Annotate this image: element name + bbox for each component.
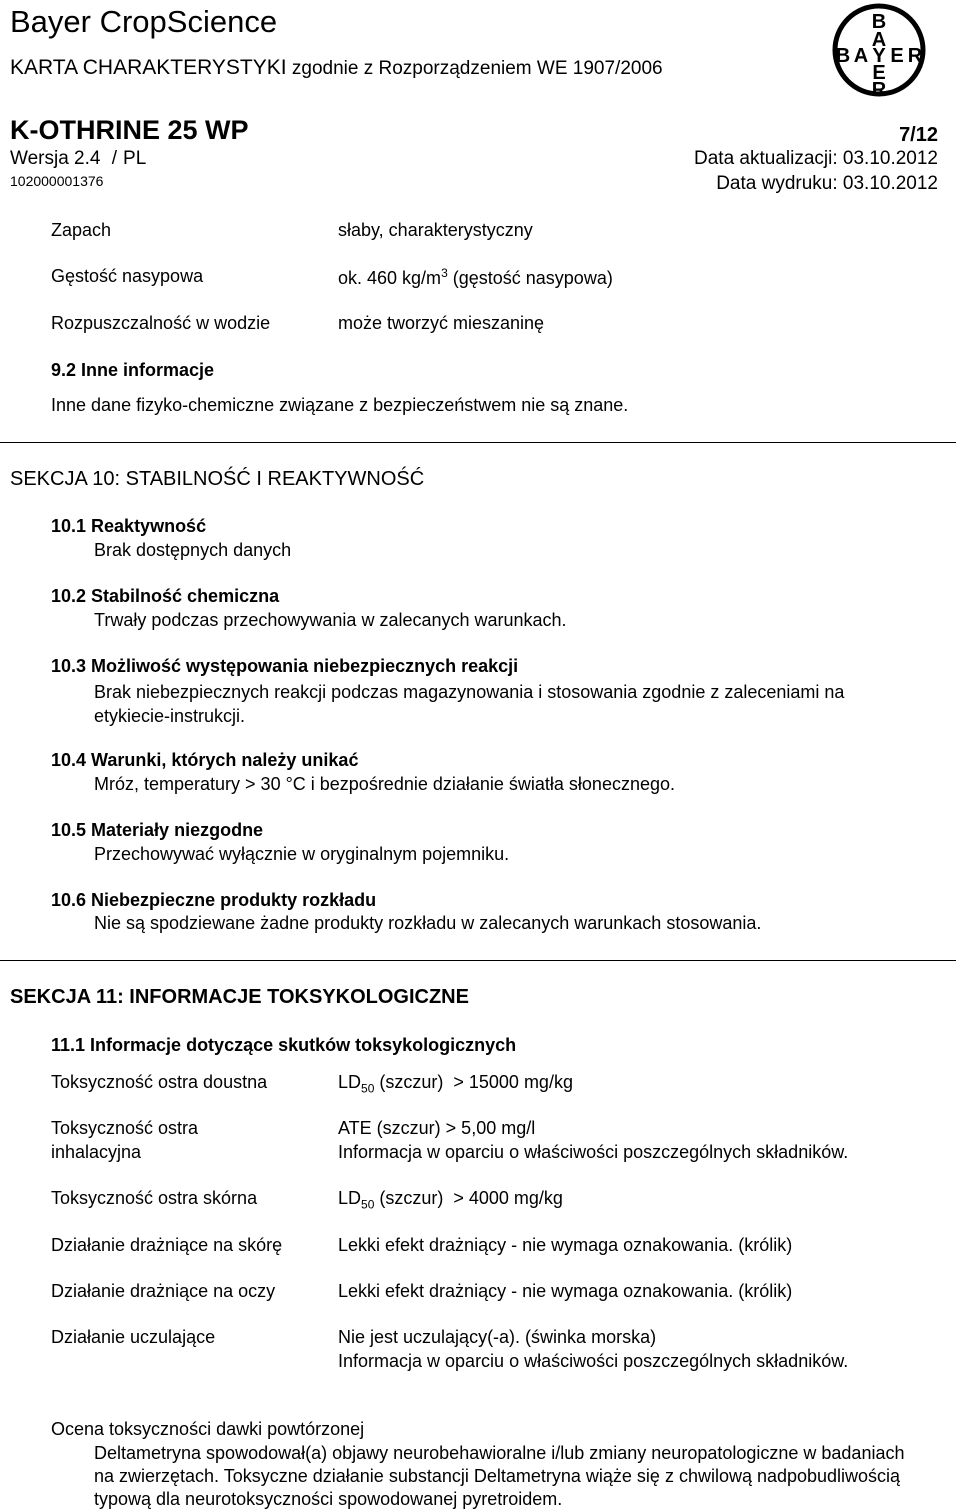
subsection-text: Mróz, temperatury > 30 °C i bezpośrednie działanie światła słonecznego. (94, 774, 676, 794)
subsection-text: Inne dane fizyko-chemiczne związane z bezpieczeństwem nie są znane. (51, 395, 629, 415)
svg-text:A: A (871, 29, 887, 51)
svg-text:R: R (907, 45, 923, 67)
svg-text:A: A (853, 45, 869, 67)
subsection-title: 11.1 Informacje dotyczące skutków toksykologicznych (51, 1035, 517, 1055)
subsection-text: Trwały podczas przechowywania w zalecanych warunkach. (94, 610, 567, 630)
country-code: PL (123, 148, 147, 169)
version-separator: / (111, 148, 118, 169)
tox-label: Działanie drażniące na oczy (51, 1281, 276, 1301)
version-info (10, 148, 146, 170)
property-label: Rozpuszczalność w wodzie (51, 313, 271, 333)
svg-text:E: E (890, 45, 904, 67)
tox-label: Toksyczność ostra inhalacyjna (51, 1118, 199, 1162)
svg-text:E: E (872, 62, 886, 84)
tox-value: $LD_{50}$ (szczur) > 4000 mg/kg (338, 1188, 563, 1212)
svg-text:B: B (871, 11, 887, 33)
subsection-title: 10.3 Możliwość występowania niebezpiecznych reakcji (51, 656, 519, 676)
tox-label: Działanie drażniące na skórę (51, 1235, 283, 1255)
subsection-text: Brak niebezpiecznych reakcji podczas magazynowania i stosowania zgodnie z zaleceniami na etykiecie-instrukcji. (94, 682, 845, 726)
svg-text:Y: Y (872, 45, 886, 67)
tox-value-note: Informacja w oparciu o właściwości poszczególnych składników. (338, 1351, 849, 1371)
document-title-regulation: zgodnie z Rozporządzeniem WE 1907/2006 (291, 58, 663, 79)
document-title (10, 56, 663, 80)
tox-label: Toksyczność ostra skórna (51, 1188, 258, 1208)
subsection-text: Nie są spodziewane żadne produkty rozkładu w zalecanych warunkach stosowania. (94, 913, 762, 933)
property-value: ok. 460 $kg/m^3$ (gęstość nasypowa) (338, 266, 613, 288)
tox-value-note: Informacja w oparciu o właściwości poszczególnych składników. (338, 1142, 849, 1162)
document-title-main: KARTA CHARAKTERYSTYKI (10, 56, 287, 79)
tox-value: $LD_{50}$ (szczur) > 15000 mg/kg (338, 1072, 573, 1096)
tox-label: Toksyczność ostra doustna (51, 1072, 268, 1092)
svg-text:B: B (835, 45, 851, 67)
subsection-title: 10.5 Materiały niezgodne (51, 820, 264, 840)
repeated-dose-text: Deltametryna spowodował(a) objawy neurobehawioralne i/lub zmiany neuropatologiczne w badaniach na zwierzętach. Toksyczne działanie substancji Deltametryna wiąże się z chwilową nadpobudliwością typową dla neurotoksyczności spowodowanej pyretroidem. (94, 1443, 905, 1509)
print-date: Data wydruku: 03.10.2012 (716, 173, 938, 194)
subsection-title: 10.2 Stabilność chemiczna (51, 586, 280, 606)
page-number: 7/12 (899, 124, 938, 146)
section-title: SEKCJA 11: INFORMACJE TOKSYKOLOGICZNE (10, 986, 469, 1008)
product-name: K-OTHRINE 25 WP (10, 115, 249, 145)
bayer-logo-icon (830, 0, 928, 100)
property-label: Zapach (51, 220, 112, 240)
tox-value: Lekki efekt drażniący - nie wymaga oznakowania. (królik) (338, 1281, 793, 1301)
tox-label: Działanie uczulające (51, 1327, 216, 1347)
property-value: słaby, charakterystyczny (338, 220, 533, 240)
subsection-title: 10.1 Reaktywność (51, 516, 207, 536)
subsection-title: 10.6 Niebezpieczne produkty rozkładu (51, 890, 377, 910)
version-number: Wersja 2.4 (10, 148, 101, 169)
section-divider (0, 442, 956, 443)
subsection-title: 10.4 Warunki, których należy unikać (51, 750, 359, 770)
subsection-title: 9.2 Inne informacje (51, 360, 215, 380)
repeated-dose-title: Ocena toksyczności dawki powtórzonej (51, 1419, 365, 1439)
property-label: Gęstość nasypowa (51, 266, 204, 286)
svg-text:R: R (871, 79, 887, 100)
section-divider (0, 960, 956, 961)
property-value: może tworzyć mieszaninę (338, 313, 545, 333)
tox-value: Nie jest uczulający(-a). (świnka morska) (338, 1327, 657, 1347)
tox-value: Lekki efekt drażniący - nie wymaga oznakowania. (królik) (338, 1235, 793, 1255)
update-date: Data aktualizacji: 03.10.2012 (694, 148, 938, 169)
subsection-text: Brak dostępnych danych (94, 540, 292, 560)
section-title: SEKCJA 10: STABILNOŚĆ I REAKTYWNOŚĆ (10, 468, 425, 490)
subsection-text: Przechowywać wyłącznie w oryginalnym pojemniku. (94, 844, 510, 864)
tox-value: ATE (szczur) > 5,00 mg/l (338, 1118, 536, 1138)
company-name: Bayer CropScience (10, 4, 278, 39)
product-code: 102000001376 (10, 173, 104, 189)
